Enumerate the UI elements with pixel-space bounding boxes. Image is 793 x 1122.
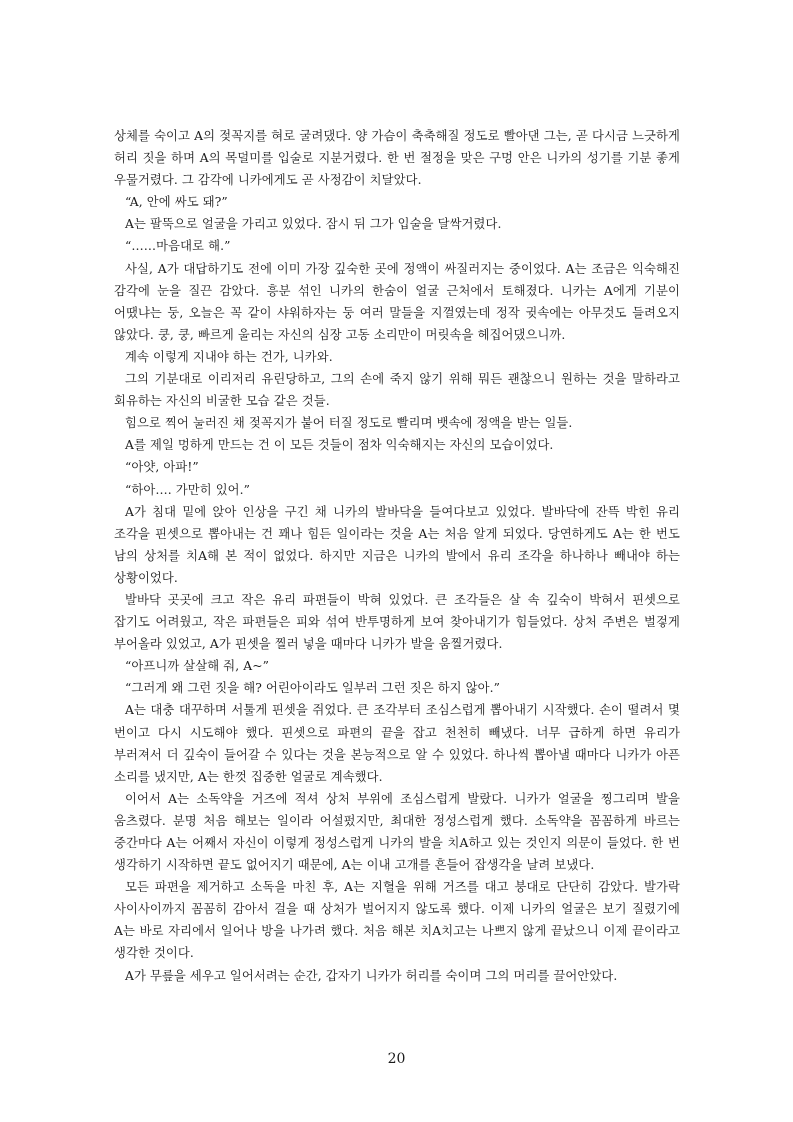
paragraph: A를 제일 멍하게 만드는 건 이 모든 것들이 점차 익숙해지는 자신의 모습이었다. <box>125 438 554 453</box>
paragraph: “아프니까 살살해 줘, A~” <box>125 659 270 674</box>
paragraph: A는 팔뚝으로 얼굴을 가리고 있었다. 잠시 뒤 그가 입술을 달싹거렸다. <box>125 217 502 232</box>
page-number: 20 <box>387 1051 406 1067</box>
body-text <box>114 125 680 987</box>
paragraph: 모든 파편을 제거하고 소독을 마친 후, A는 지혈을 위해 거즈를 대고 붕대로 단단히 감았다. 발가락 사이사이까지 꼼꼼히 감아서 걸을 때 상처가 벌어지지 않도록 했다. 이제 니카의 얼굴은 보기 질렸기에 A는 바로 자리에서 일어나 방을 나가려 했다. 처음 해본 치A치고는 나쁘지 않게 끝났으니 이제 끝이라고 생각한 것이다. <box>114 880 680 961</box>
paragraph: 상체를 숙이고 A의 젖꼭지를 혀로 굴려댔다. 양 가슴이 축축해질 정도로 빨아댄 그는, 곧 다시금 느긋하게 허리 짓을 하며 A의 목덜미를 입술로 지분거렸다. 한 번 절정을 맞은 구멍 안은 니카의 성기를 기분 좋게 우물거렸다. 그 감각에 니카에게도 곧 사정감이 치달았다. <box>114 129 680 188</box>
paragraph: A는 대충 대꾸하며 서툴게 핀셋을 쥐었다. 큰 조각부터 조심스럽게 뽑아내기 시작했다. 손이 떨려서 몇 번이고 다시 시도해야 했다. 핀셋으로 파편의 끝을 잡고 천천히 빼냈다. 너무 급하게 하면 유리가 부러져서 더 깊숙이 들어갈 수 있다는 것을 본능적으로 알 수 있었다. 하나씩 뽑아낼 때마다 니카가 아픈 소리를 냈지만, A는 한껏 집중한 얼굴로 계속했다. <box>114 703 680 784</box>
paragraph: 그의 기분대로 이리저리 유린당하고, 그의 손에 죽지 않기 위해 뭐든 괜찮으니 원하는 것을 말하라고 회유하는 자신의 비굴한 모습 같은 것들. <box>114 372 680 409</box>
paragraph: “……마음대로 해.” <box>125 239 231 254</box>
paragraph: 발바닥 곳곳에 크고 작은 유리 파편들이 박혀 있었다. 큰 조각들은 살 속 깊숙이 박혀서 핀셋으로 잡기도 어려웠고, 작은 파편들은 피와 섞여 반투명하게 보여 찾아내기가 힘들었다. 상처 주변은 벌겋게 부어올라 있었고, A가 핀셋을 찔러 넣을 때마다 니카가 발을 움찔거렸다. <box>114 592 680 652</box>
paragraph: A가 무릎을 세우고 일어서려는 순간, 갑자기 니카가 허리를 숙이며 그의 머리를 끌어안았다. <box>125 968 618 983</box>
paragraph: 힘으로 찍어 눌러진 채 젖꼭지가 붙어 터질 정도로 빨리며 뱃속에 정액을 받는 일들. <box>125 416 573 431</box>
paragraph: “A, 안에 싸도 돼?” <box>125 195 228 210</box>
paragraph: 이어서 A는 소독약을 거즈에 적셔 상처 부위에 조심스럽게 발랐다. 니카가 얼굴을 찡그리며 발을 움츠렸다. 분명 처음 해보는 일이라 어설펐지만, 최대한 정성스럽게 했다. 소독약을 꼼꼼하게 바르는 중간마다 A는 어째서 자신이 이렇게 정성스럽게 니카의 발을 치A하고 있는 것인지 의문이 들었다. 한 번 생각하기 시작하면 끝도 없어지기 때문에, A는 이내 고개를 흔들어 잡생각을 날려 보냈다. <box>114 791 680 873</box>
paragraph: “그러게 왜 그런 짓을 해? 어린아이라도 일부러 그런 짓은 하지 않아.” <box>125 681 501 696</box>
paragraph: “하아…. 가만히 있어.” <box>125 482 251 497</box>
paragraph: 사실, A가 대답하기도 전에 이미 가장 깊숙한 곳에 정액이 싸질러지는 중이었다. A는 조금은 익숙해진 감각에 눈을 질끈 감았다. 흥분 섞인 니카의 한숨이 얼굴 근처에서 토해졌다. 니카는 A에게 기분이 어땠냐는 둥, 오늘은 꼭 같이 샤워하자는 둥 여러 말들을 지껄였는데 정작 귓속에는 아무것도 들려오지 않았다. 쿵, 쿵, 빠르게 울리는 자신의 심장 고동 소리만이 머릿속을 헤집어댔으니까. <box>114 261 680 342</box>
paragraph: 계속 이렇게 지내야 하는 건가, 니카와. <box>125 349 333 364</box>
paragraph: “아얏, 아파!” <box>125 460 199 475</box>
paragraph: A가 침대 밑에 앉아 인상을 구긴 채 니카의 발바닥을 들여다보고 있었다. 발바닥에 잔뜩 박힌 유리 조각을 핀셋으로 뽑아내는 건 꽤나 힘든 일이라는 것을 A는 처음 알게 되었다. 당연하게도 A는 한 번도 남의 상처를 치A해 본 적이 없었다. 하지만 지금은 니카의 발에서 유리 조각을 하나하나 빼내야 하는 상황이었다. <box>114 504 680 585</box>
